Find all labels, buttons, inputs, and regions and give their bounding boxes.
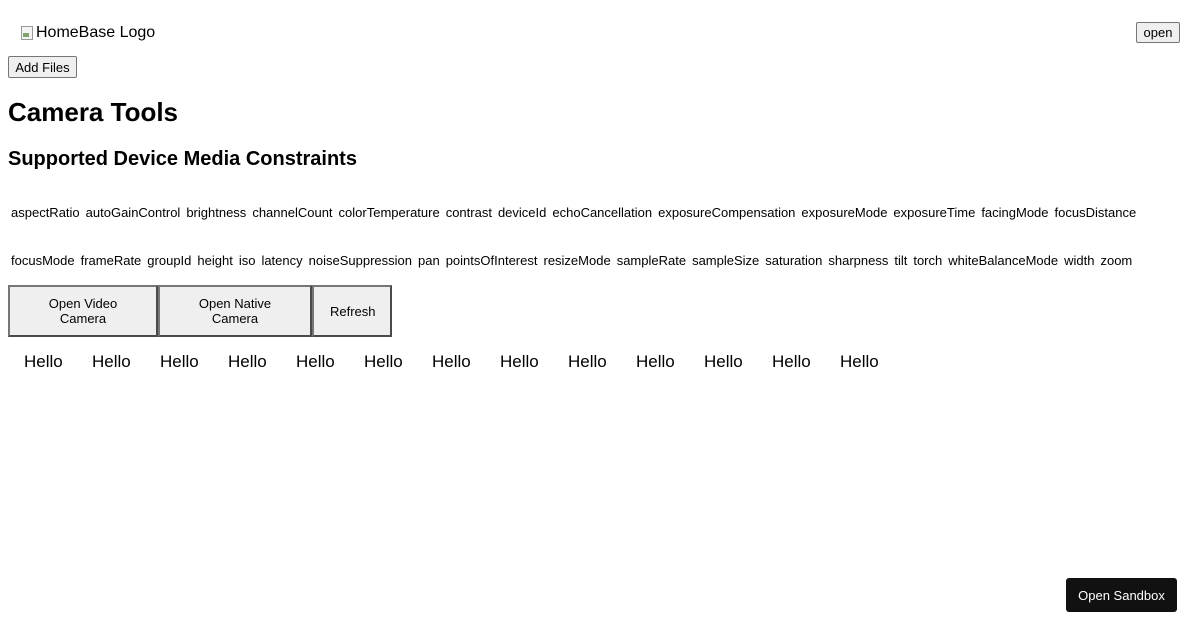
hello-item: Hello [432, 352, 471, 371]
constraint-item: noiseSuppression [308, 253, 412, 268]
hello-item: Hello [24, 352, 63, 371]
refresh-button[interactable]: Refresh [312, 285, 392, 337]
section-subtitle: Supported Device Media Constraints [8, 148, 357, 170]
constraint-item: zoom [1100, 253, 1133, 268]
constraint-item: channelCount [252, 205, 333, 220]
hello-item: Hello [704, 352, 743, 371]
hello-item: Hello [772, 352, 811, 371]
constraint-item: height [197, 253, 233, 268]
constraint-item: exposureMode [801, 205, 888, 220]
constraint-item: contrast [445, 205, 492, 220]
hello-item: Hello [228, 352, 267, 371]
constraint-item: deviceId [497, 205, 547, 220]
constraint-item: whiteBalanceMode [948, 253, 1059, 268]
hello-item: Hello [92, 352, 131, 371]
constraint-item: aspectRatio [11, 205, 80, 220]
constraint-item: echoCancellation [552, 205, 653, 220]
constraint-item: pan [418, 253, 440, 268]
constraint-item: groupId [147, 253, 192, 268]
hello-item: Hello [500, 352, 539, 371]
constraint-item: exposureTime [893, 205, 976, 220]
constraint-item: torch [913, 253, 943, 268]
constraint-item: sharpness [828, 253, 889, 268]
hello-item: Hello [568, 352, 607, 371]
constraint-item: iso [238, 253, 256, 268]
logo[interactable] [20, 23, 155, 42]
hello-item: Hello [364, 352, 403, 371]
constraint-item: exposureCompensation [658, 205, 796, 220]
constraints-list-row-1 [8, 205, 1139, 221]
header [0, 0, 1200, 56]
open-native-camera-button[interactable]: Open Native Camera [158, 285, 312, 337]
constraint-item: colorTemperature [338, 205, 440, 220]
constraint-item: focusDistance [1054, 205, 1137, 220]
open-sandbox-button[interactable]: Open Sandbox [1066, 578, 1177, 612]
constraint-item: autoGainControl [85, 205, 181, 220]
constraints-list-row-2 [8, 253, 1135, 269]
constraint-item: focusMode [11, 253, 75, 268]
constraint-item: tilt [894, 253, 908, 268]
constraint-item: saturation [765, 253, 823, 268]
broken-image-icon [20, 25, 34, 41]
open-button[interactable]: open [1136, 22, 1180, 43]
constraint-item: brightness [186, 205, 247, 220]
constraint-item: width [1064, 253, 1095, 268]
constraint-item: latency [261, 253, 303, 268]
add-files-button[interactable]: Add Files [8, 56, 77, 78]
camera-actions [8, 285, 392, 337]
constraint-item: pointsOfInterest [445, 253, 538, 268]
logo-alt-text: HomeBase Logo [36, 24, 156, 41]
open-video-camera-button[interactable]: Open Video Camera [8, 285, 158, 337]
constraint-item: facingMode [981, 205, 1049, 220]
constraint-item: resizeMode [543, 253, 611, 268]
hello-list [24, 352, 908, 372]
hello-item: Hello [296, 352, 335, 371]
hello-item: Hello [160, 352, 199, 371]
constraint-item: frameRate [80, 253, 142, 268]
hello-item: Hello [840, 352, 879, 371]
constraint-item: sampleSize [692, 253, 760, 268]
hello-item: Hello [636, 352, 675, 371]
constraint-item: sampleRate [616, 253, 687, 268]
page-title: Camera Tools [8, 97, 179, 127]
